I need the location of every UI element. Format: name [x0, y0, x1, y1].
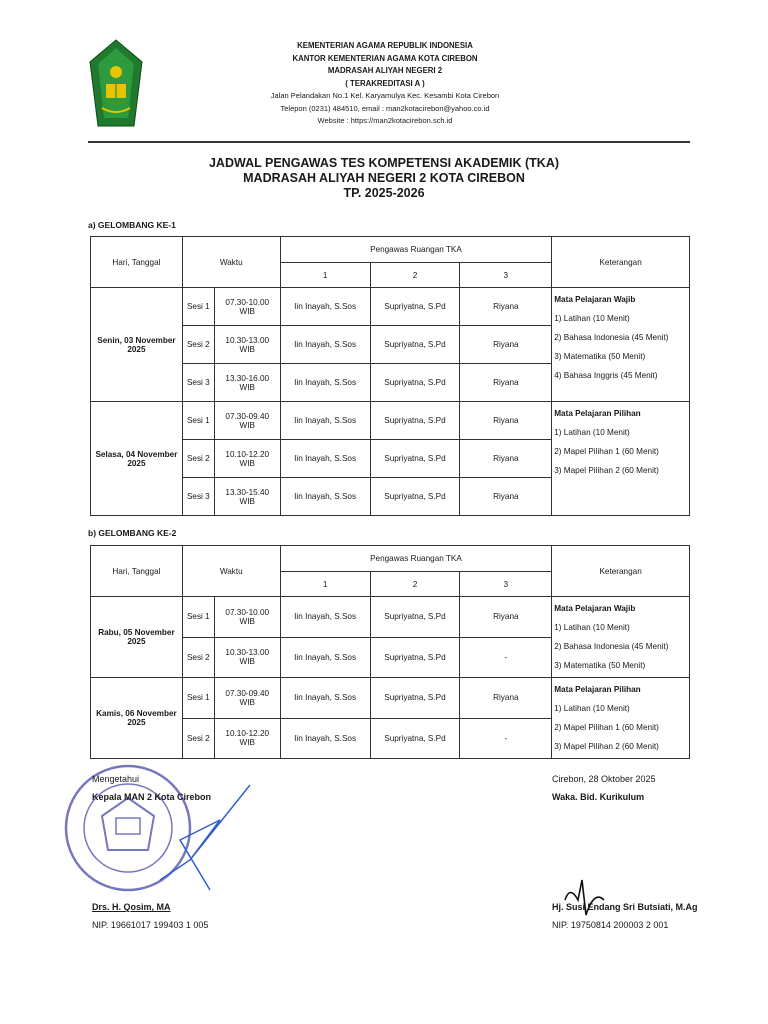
pengawas-3-cell: Riyana — [460, 440, 552, 478]
letterhead-divider — [88, 141, 690, 143]
table-row — [91, 678, 690, 719]
ket-item: 3) Matematika (50 Menit) — [554, 352, 646, 361]
pengawas-1-cell: Iin Inayah, S.Sos — [280, 440, 370, 478]
time-cell: 07.30-09.40 WIB — [214, 678, 280, 719]
header-day: Hari, Tanggal — [91, 237, 183, 288]
sesi-cell: Sesi 1 — [182, 288, 214, 326]
pengawas-1-cell: Iin Inayah, S.Sos — [280, 288, 370, 326]
pengawas-3-cell: Riyana — [460, 288, 552, 326]
pengawas-3-cell: Riyana — [460, 364, 552, 402]
header-time: Waktu — [182, 546, 280, 597]
day-cell: Selasa, 04 November 2025 — [91, 402, 183, 516]
header-ket: Keterangan — [552, 237, 690, 288]
ket-item: 2) Mapel Pilihan 1 (60 Menit) — [554, 723, 659, 732]
sesi-cell: Sesi 2 — [182, 440, 214, 478]
pengawas-1-cell: Iin Inayah, S.Sos — [280, 678, 370, 719]
pengawas-1-cell: Iin Inayah, S.Sos — [280, 326, 370, 364]
header-pengawas: Pengawas Ruangan TKA — [280, 237, 552, 263]
sesi-cell: Sesi 3 — [182, 478, 214, 516]
pengawas-1-cell: Iin Inayah, S.Sos — [280, 718, 370, 759]
letterhead — [250, 40, 520, 128]
title-line1: JADWAL PENGAWAS TES KOMPETENSI AKADEMIK (TKA) — [208, 156, 560, 170]
sign-left-line2: Kepala MAN 2 Kota Cirebon — [92, 792, 212, 802]
time-cell: 10.30-13.00 WIB — [214, 326, 280, 364]
letterhead-line2: KANTOR KEMENTERIAN AGAMA KOTA CIREBON — [292, 53, 478, 63]
ket-item: 1) Latihan (10 Menit) — [554, 314, 630, 323]
sesi-cell: Sesi 2 — [182, 326, 214, 364]
header-ket: Keterangan — [552, 546, 690, 597]
kemenag-logo-icon — [88, 38, 144, 130]
time-cell: 10.10-12.20 WIB — [214, 718, 280, 759]
header-room-2: 2 — [370, 263, 460, 288]
ket-item: 3) Matematika (50 Menit) — [554, 661, 646, 670]
ket-item: 2) Bahasa Indonesia (45 Menit) — [554, 333, 669, 342]
time-cell: 10.10-12.20 WIB — [214, 440, 280, 478]
sesi-cell: Sesi 1 — [182, 597, 214, 638]
gelombang-1-table — [90, 236, 690, 516]
table-row — [91, 402, 690, 440]
sesi-cell: Sesi 1 — [182, 678, 214, 719]
time-cell: 13.30-16.00 WIB — [214, 364, 280, 402]
pengawas-2-cell: Supriyatna, S.Pd — [370, 364, 460, 402]
sesi-cell: Sesi 2 — [182, 718, 214, 759]
gelombang-2-label: b) GELOMBANG KE-2 — [88, 528, 177, 538]
ket-item: 4) Bahasa Inggris (45 Menit) — [554, 371, 658, 380]
sesi-cell: Sesi 1 — [182, 402, 214, 440]
title-line3: TP. 2025-2026 — [343, 186, 425, 200]
pengawas-2-cell: Supriyatna, S.Pd — [370, 326, 460, 364]
pengawas-3-cell: Riyana — [460, 597, 552, 638]
letterhead-line4: ( TERAKREDITASI A ) — [345, 78, 425, 88]
pengawas-2-cell: Supriyatna, S.Pd — [370, 637, 460, 678]
header-day: Hari, Tanggal — [91, 546, 183, 597]
ket-title: Mata Pelajaran Wajib — [554, 295, 636, 304]
pengawas-2-cell: Supriyatna, S.Pd — [370, 440, 460, 478]
keterangan-cell — [552, 402, 690, 516]
time-cell: 07.30-10.00 WIB — [214, 597, 280, 638]
pengawas-3-cell: Riyana — [460, 678, 552, 719]
ket-item: 3) Mapel Pilihan 2 (60 Menit) — [554, 466, 659, 475]
pengawas-2-cell: Supriyatna, S.Pd — [370, 718, 460, 759]
signature-mark-icon — [560, 870, 610, 920]
sign-left-line1: Mengetahui — [92, 774, 140, 784]
keterangan-cell — [552, 678, 690, 759]
document-title — [200, 156, 568, 201]
pengawas-1-cell: Iin Inayah, S.Sos — [280, 478, 370, 516]
header-room-3: 3 — [460, 572, 552, 597]
header-room-3: 3 — [460, 263, 552, 288]
signature-scribble-icon — [150, 780, 260, 900]
pengawas-1-cell: Iin Inayah, S.Sos — [280, 637, 370, 678]
ket-title: Mata Pelajaran Wajib — [554, 604, 636, 613]
sign-left-name: Drs. H. Qosim, MA — [92, 902, 171, 912]
pengawas-3-cell: - — [460, 637, 552, 678]
header-time: Waktu — [182, 237, 280, 288]
sign-right-date: Cirebon, 28 Oktober 2025 — [552, 774, 656, 784]
sign-left-nip: NIP. 19661017 199403 1 005 — [92, 920, 209, 930]
ket-item: 3) Mapel Pilihan 2 (60 Menit) — [554, 742, 659, 751]
day-cell: Kamis, 06 November 2025 — [91, 678, 183, 759]
ket-item: 1) Latihan (10 Menit) — [554, 623, 630, 632]
letterhead-phone: Telepon (0231) 484510, email : man2kotacirebon@yahoo.co.id — [280, 103, 490, 113]
time-cell: 07.30-10.00 WIB — [214, 288, 280, 326]
header-pengawas: Pengawas Ruangan TKA — [280, 546, 552, 572]
ket-item: 1) Latihan (10 Menit) — [554, 428, 630, 437]
pengawas-1-cell: Iin Inayah, S.Sos — [280, 364, 370, 402]
pengawas-3-cell: Riyana — [460, 402, 552, 440]
table-row — [91, 288, 690, 326]
day-cell: Senin, 03 November 2025 — [91, 288, 183, 402]
ket-item: 2) Bahasa Indonesia (45 Menit) — [554, 642, 669, 651]
ket-item: 1) Latihan (10 Menit) — [554, 704, 630, 713]
letterhead-website: Website : https://man2kotacirebon.sch.id — [317, 116, 453, 125]
pengawas-2-cell: Supriyatna, S.Pd — [370, 402, 460, 440]
keterangan-cell — [552, 597, 690, 678]
header-room-1: 1 — [280, 263, 370, 288]
sign-right-role: Waka. Bid. Kurikulum — [552, 792, 645, 802]
pengawas-2-cell: Supriyatna, S.Pd — [370, 678, 460, 719]
title-line2: MADRASAH ALIYAH NEGERI 2 KOTA CIREBON — [243, 171, 525, 185]
ket-title: Mata Pelajaran Pilihan — [554, 409, 641, 418]
header-room-2: 2 — [370, 572, 460, 597]
table-row — [91, 597, 690, 638]
letterhead-address: Jalan Pelandakan No.1 Kel. Karyamulya Kec. Kesambi Kota Cirebon — [270, 91, 500, 100]
ket-title: Mata Pelajaran Pilihan — [554, 685, 641, 694]
sign-right-name: Hj. Susi Endang Sri Butsiati, M.Ag — [552, 902, 698, 912]
gelombang-1-label: a) GELOMBANG KE-1 — [88, 220, 176, 230]
time-cell: 13.30-15.40 WIB — [214, 478, 280, 516]
pengawas-2-cell: Supriyatna, S.Pd — [370, 288, 460, 326]
pengawas-2-cell: Supriyatna, S.Pd — [370, 597, 460, 638]
letterhead-line3: MADRASAH ALIYAH NEGERI 2 — [327, 66, 443, 75]
time-cell: 10.30-13.00 WIB — [214, 637, 280, 678]
sesi-cell: Sesi 3 — [182, 364, 214, 402]
sign-right-nip: NIP. 19750814 200003 2 001 — [552, 920, 669, 930]
pengawas-3-cell: - — [460, 718, 552, 759]
pengawas-3-cell: Riyana — [460, 326, 552, 364]
letterhead-line1: KEMENTERIAN AGAMA REPUBLIK INDONESIA — [297, 41, 473, 50]
day-cell: Rabu, 05 November 2025 — [91, 597, 183, 678]
pengawas-3-cell: Riyana — [460, 478, 552, 516]
pengawas-2-cell: Supriyatna, S.Pd — [370, 478, 460, 516]
keterangan-cell — [552, 288, 690, 402]
time-cell: 07.30-09.40 WIB — [214, 402, 280, 440]
header-room-1: 1 — [280, 572, 370, 597]
pengawas-1-cell: Iin Inayah, S.Sos — [280, 402, 370, 440]
sesi-cell: Sesi 2 — [182, 637, 214, 678]
gelombang-2-table — [90, 545, 690, 759]
pengawas-1-cell: Iin Inayah, S.Sos — [280, 597, 370, 638]
ket-item: 2) Mapel Pilihan 1 (60 Menit) — [554, 447, 659, 456]
